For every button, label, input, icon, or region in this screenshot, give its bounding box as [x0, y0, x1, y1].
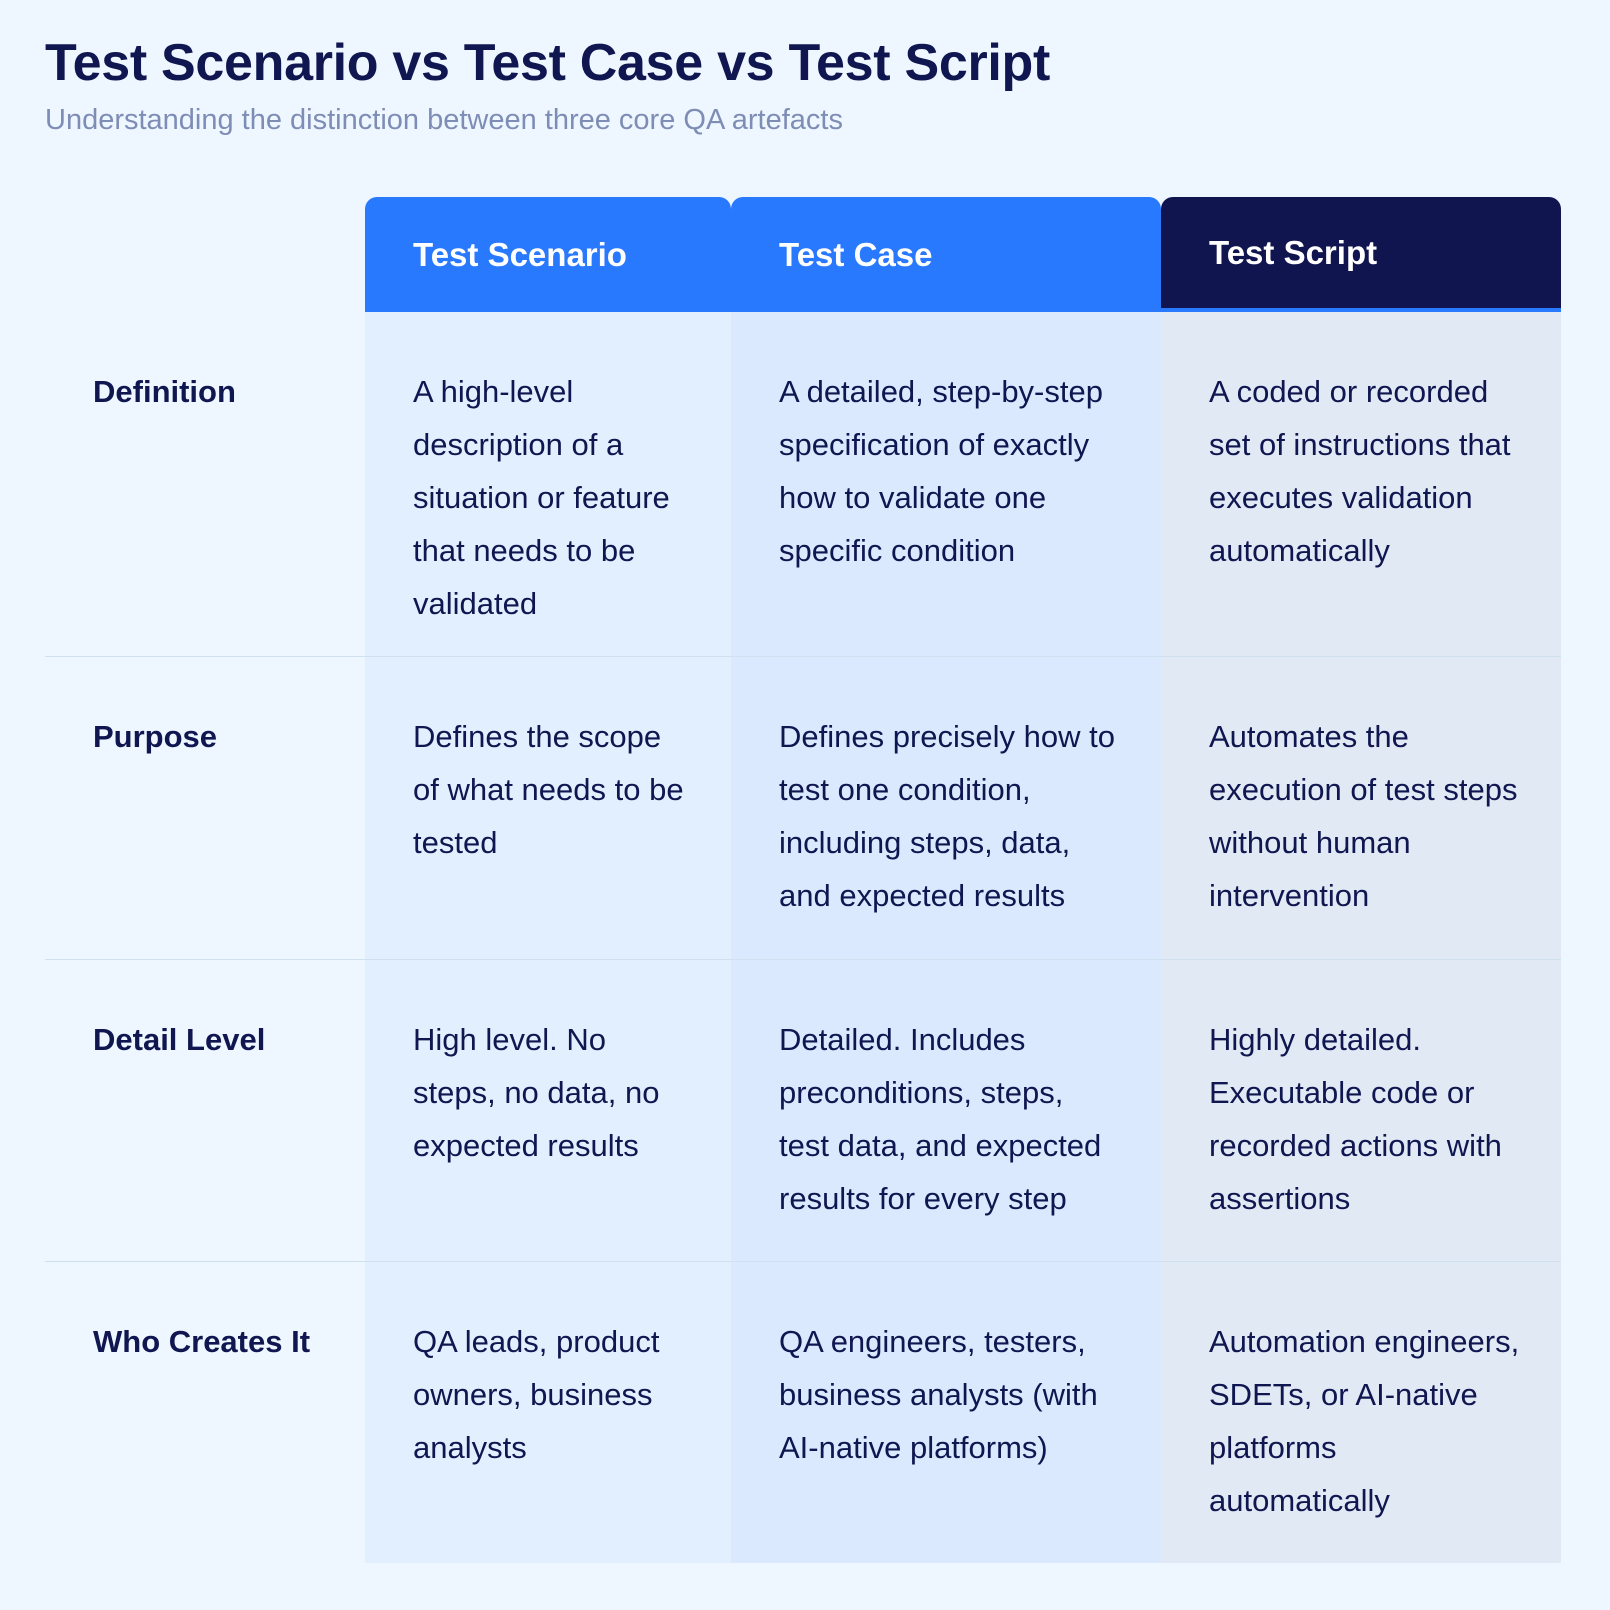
column-header-test-scenario: Test Scenario	[365, 197, 731, 312]
cell-script: Automation engineers, SDETs, or AI-native platforms automatically	[1161, 1262, 1561, 1563]
cell-case: Defines precisely how to test one condition, including steps, data, and expected results	[731, 657, 1161, 959]
cell-script: A coded or recorded set of instructions that executes validation automatically	[1161, 312, 1561, 656]
cell-script: Highly detailed. Executable code or recorded actions with assertions	[1161, 960, 1561, 1261]
row-label: Purpose	[93, 719, 218, 754]
table-row-purpose	[45, 656, 1561, 959]
cell-scenario: Defines the scope of what needs to be tested	[365, 657, 731, 959]
cell-scenario: High level. No steps, no data, no expected results	[365, 960, 731, 1261]
table-row-definition	[45, 312, 1561, 656]
cell-case: A detailed, step-by-step specification of exactly how to validate one specific condition	[731, 312, 1161, 656]
header-spacer	[45, 197, 365, 312]
row-label: Who Creates It	[93, 1324, 311, 1359]
cell-script: Automates the execution of test steps without human intervention	[1161, 657, 1561, 959]
table-header-row	[45, 197, 1561, 312]
table-row-detail-level	[45, 959, 1561, 1261]
cell-case: Detailed. Includes preconditions, steps, test data, and expected results for every step	[731, 960, 1161, 1261]
cell-scenario: QA leads, product owners, business analysts	[365, 1262, 731, 1563]
comparison-table	[45, 197, 1561, 1563]
table-row-who-creates-it	[45, 1261, 1561, 1563]
page-title: Test Scenario vs Test Case vs Test Script	[45, 34, 1051, 92]
cell-case: QA engineers, testers, business analysts (with AI-native platforms)	[731, 1262, 1161, 1563]
cell-scenario: A high-level description of a situation or feature that needs to be validated	[365, 312, 731, 656]
row-label: Detail Level	[93, 1022, 266, 1057]
row-label: Definition	[93, 374, 236, 409]
column-header-test-case: Test Case	[731, 197, 1161, 312]
page-subtitle: Understanding the distinction between three core QA artefacts	[45, 104, 843, 136]
column-header-test-script: Test Script	[1161, 197, 1561, 312]
